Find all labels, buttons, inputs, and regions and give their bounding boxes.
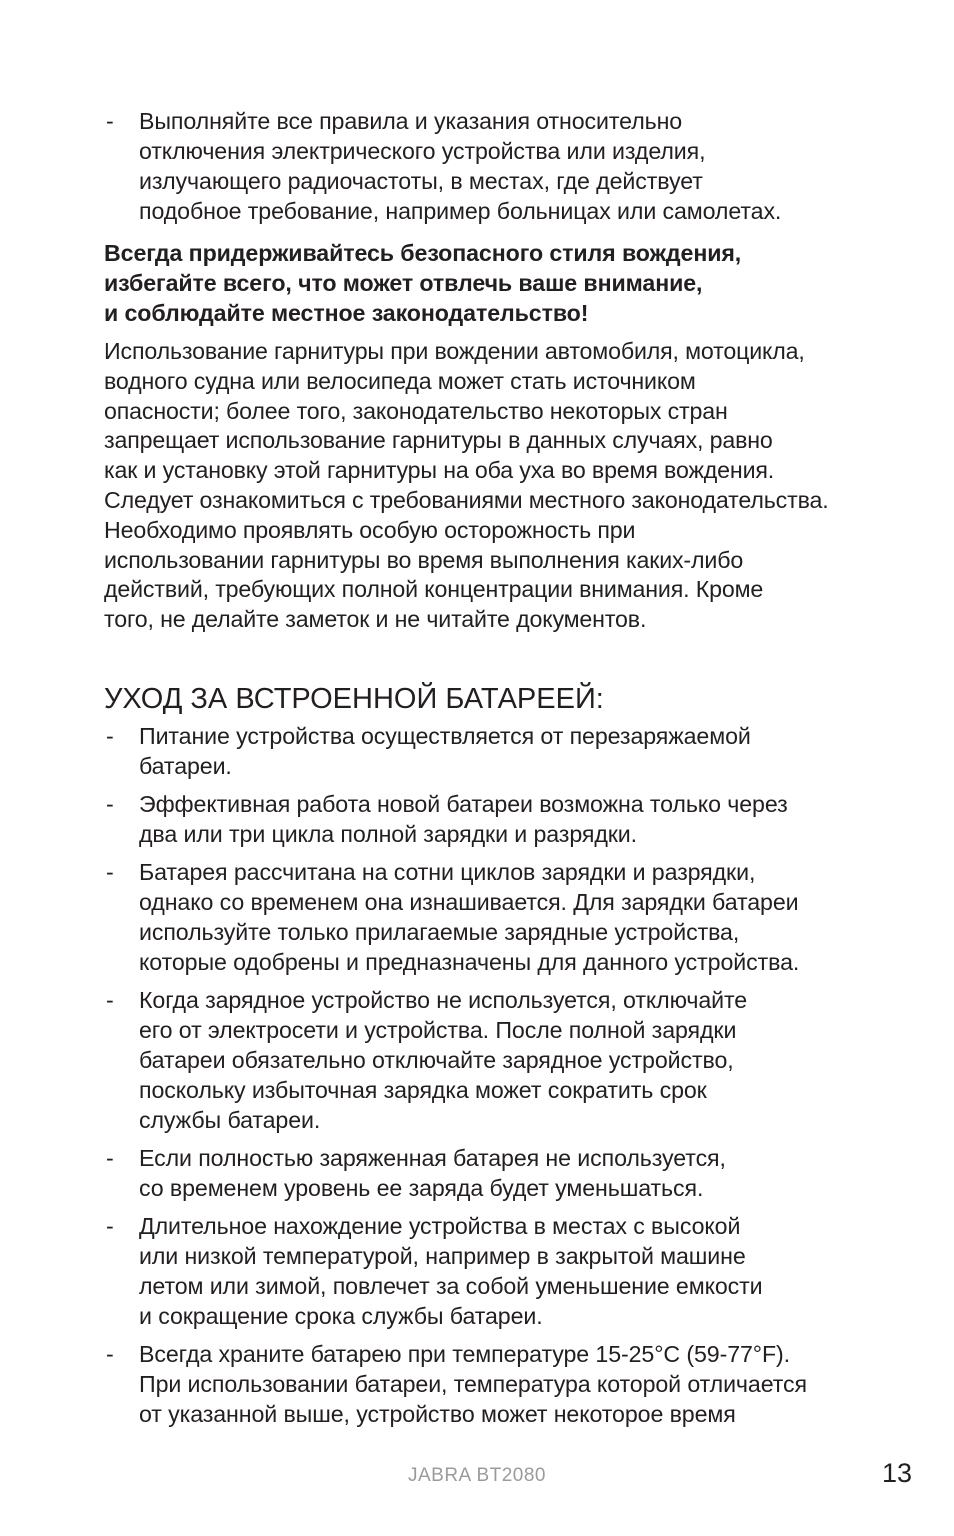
list-item <box>104 1143 864 1203</box>
list-item <box>104 1211 864 1331</box>
list-item-text: Питание устройства осуществляется от перезаряжаемой батареи. <box>139 722 751 779</box>
section-heading: УХОД ЗА ВСТРОЕННОЙ БАТАРЕЕЙ: <box>104 682 604 715</box>
list-dash: - <box>106 1212 114 1239</box>
list-dash: - <box>106 790 114 817</box>
list-item-text: Когда зарядное устройство не используется, отключайте его от электросети и устройства. После полной зарядки батареи обязательно отключайте зарядное устройство, поскольку избыточная зарядка может сократить срок службы батареи. <box>139 986 748 1133</box>
list-item-text: Всегда храните батарею при температуре 15-25°C (59-77°F). При использовании батареи, температура которой отличается от указанной выше, устройство может некоторое время <box>139 1340 807 1427</box>
list-item <box>104 985 864 1135</box>
list-dash: - <box>106 108 114 134</box>
list-dash: - <box>106 1144 114 1171</box>
list-item <box>104 1339 864 1429</box>
document-body <box>104 106 864 1437</box>
battery-list <box>104 721 864 1429</box>
list-dash: - <box>106 986 114 1013</box>
list-item-text: Батарея рассчитана на сотни циклов зарядки и разрядки, однако со временем она изнашивается. Для зарядки батареи используйте только прилагаемые зарядные устройства, которые одобрены и предназначены для данного устройства. <box>139 858 800 975</box>
footer-product-name: JABRA BT2080 <box>407 1465 547 1486</box>
list-item-text: Если полностью заряженная батарея не используется, со временем уровень ее заряда будет уменьшаться. <box>139 1144 726 1201</box>
list-item-text: Длительное нахождение устройства в местах с высокой или низкой температурой, например в закрытой машине летом или зимой, повлечет за собой уменьшение емкости и сокращение срока службы батареи. <box>139 1212 763 1329</box>
list-dash: - <box>106 722 114 749</box>
page-number: 13 <box>881 1458 912 1488</box>
list-item-text: Выполняйте все правила и указания относительно отключения электрического устройства или изделия, излучающего радиочастоты, в местах, где действует подобное требование, например больницах или самолетах. <box>139 108 782 224</box>
list-dash: - <box>106 1340 114 1367</box>
list-dash: - <box>106 858 114 885</box>
list-item <box>104 857 864 977</box>
driving-paragraph: Использование гарнитуры при вождении автомобиля, мотоцикла, водного судна или велосипеда может стать источником опасности; более того, законодательство некоторых стран запрещает использование гарнитуры в данных случаях, равно как и установку этой гарнитуры на оба уха во время вождения. Следует ознакомиться с требованиями местного законодательства. Необходимо проявлять особую осторожность при использовании гарнитуры во время выполнения каких-либо действий, требующих полной концентрации внимания. Кроме того, не делайте заметок и не читайте документов. <box>104 338 829 633</box>
list-item-text: Эффективная работа новой батареи возможна только через два или три цикла полной зарядки и разрядки. <box>139 790 788 847</box>
list-item <box>104 789 864 849</box>
list-item <box>104 106 864 226</box>
driving-warning: Всегда придерживайтесь безопасного стиля вождения, избегайте всего, что может отвлечь ваше внимание, и соблюдайте местное законодательство! <box>104 240 742 326</box>
list-item <box>104 721 864 781</box>
